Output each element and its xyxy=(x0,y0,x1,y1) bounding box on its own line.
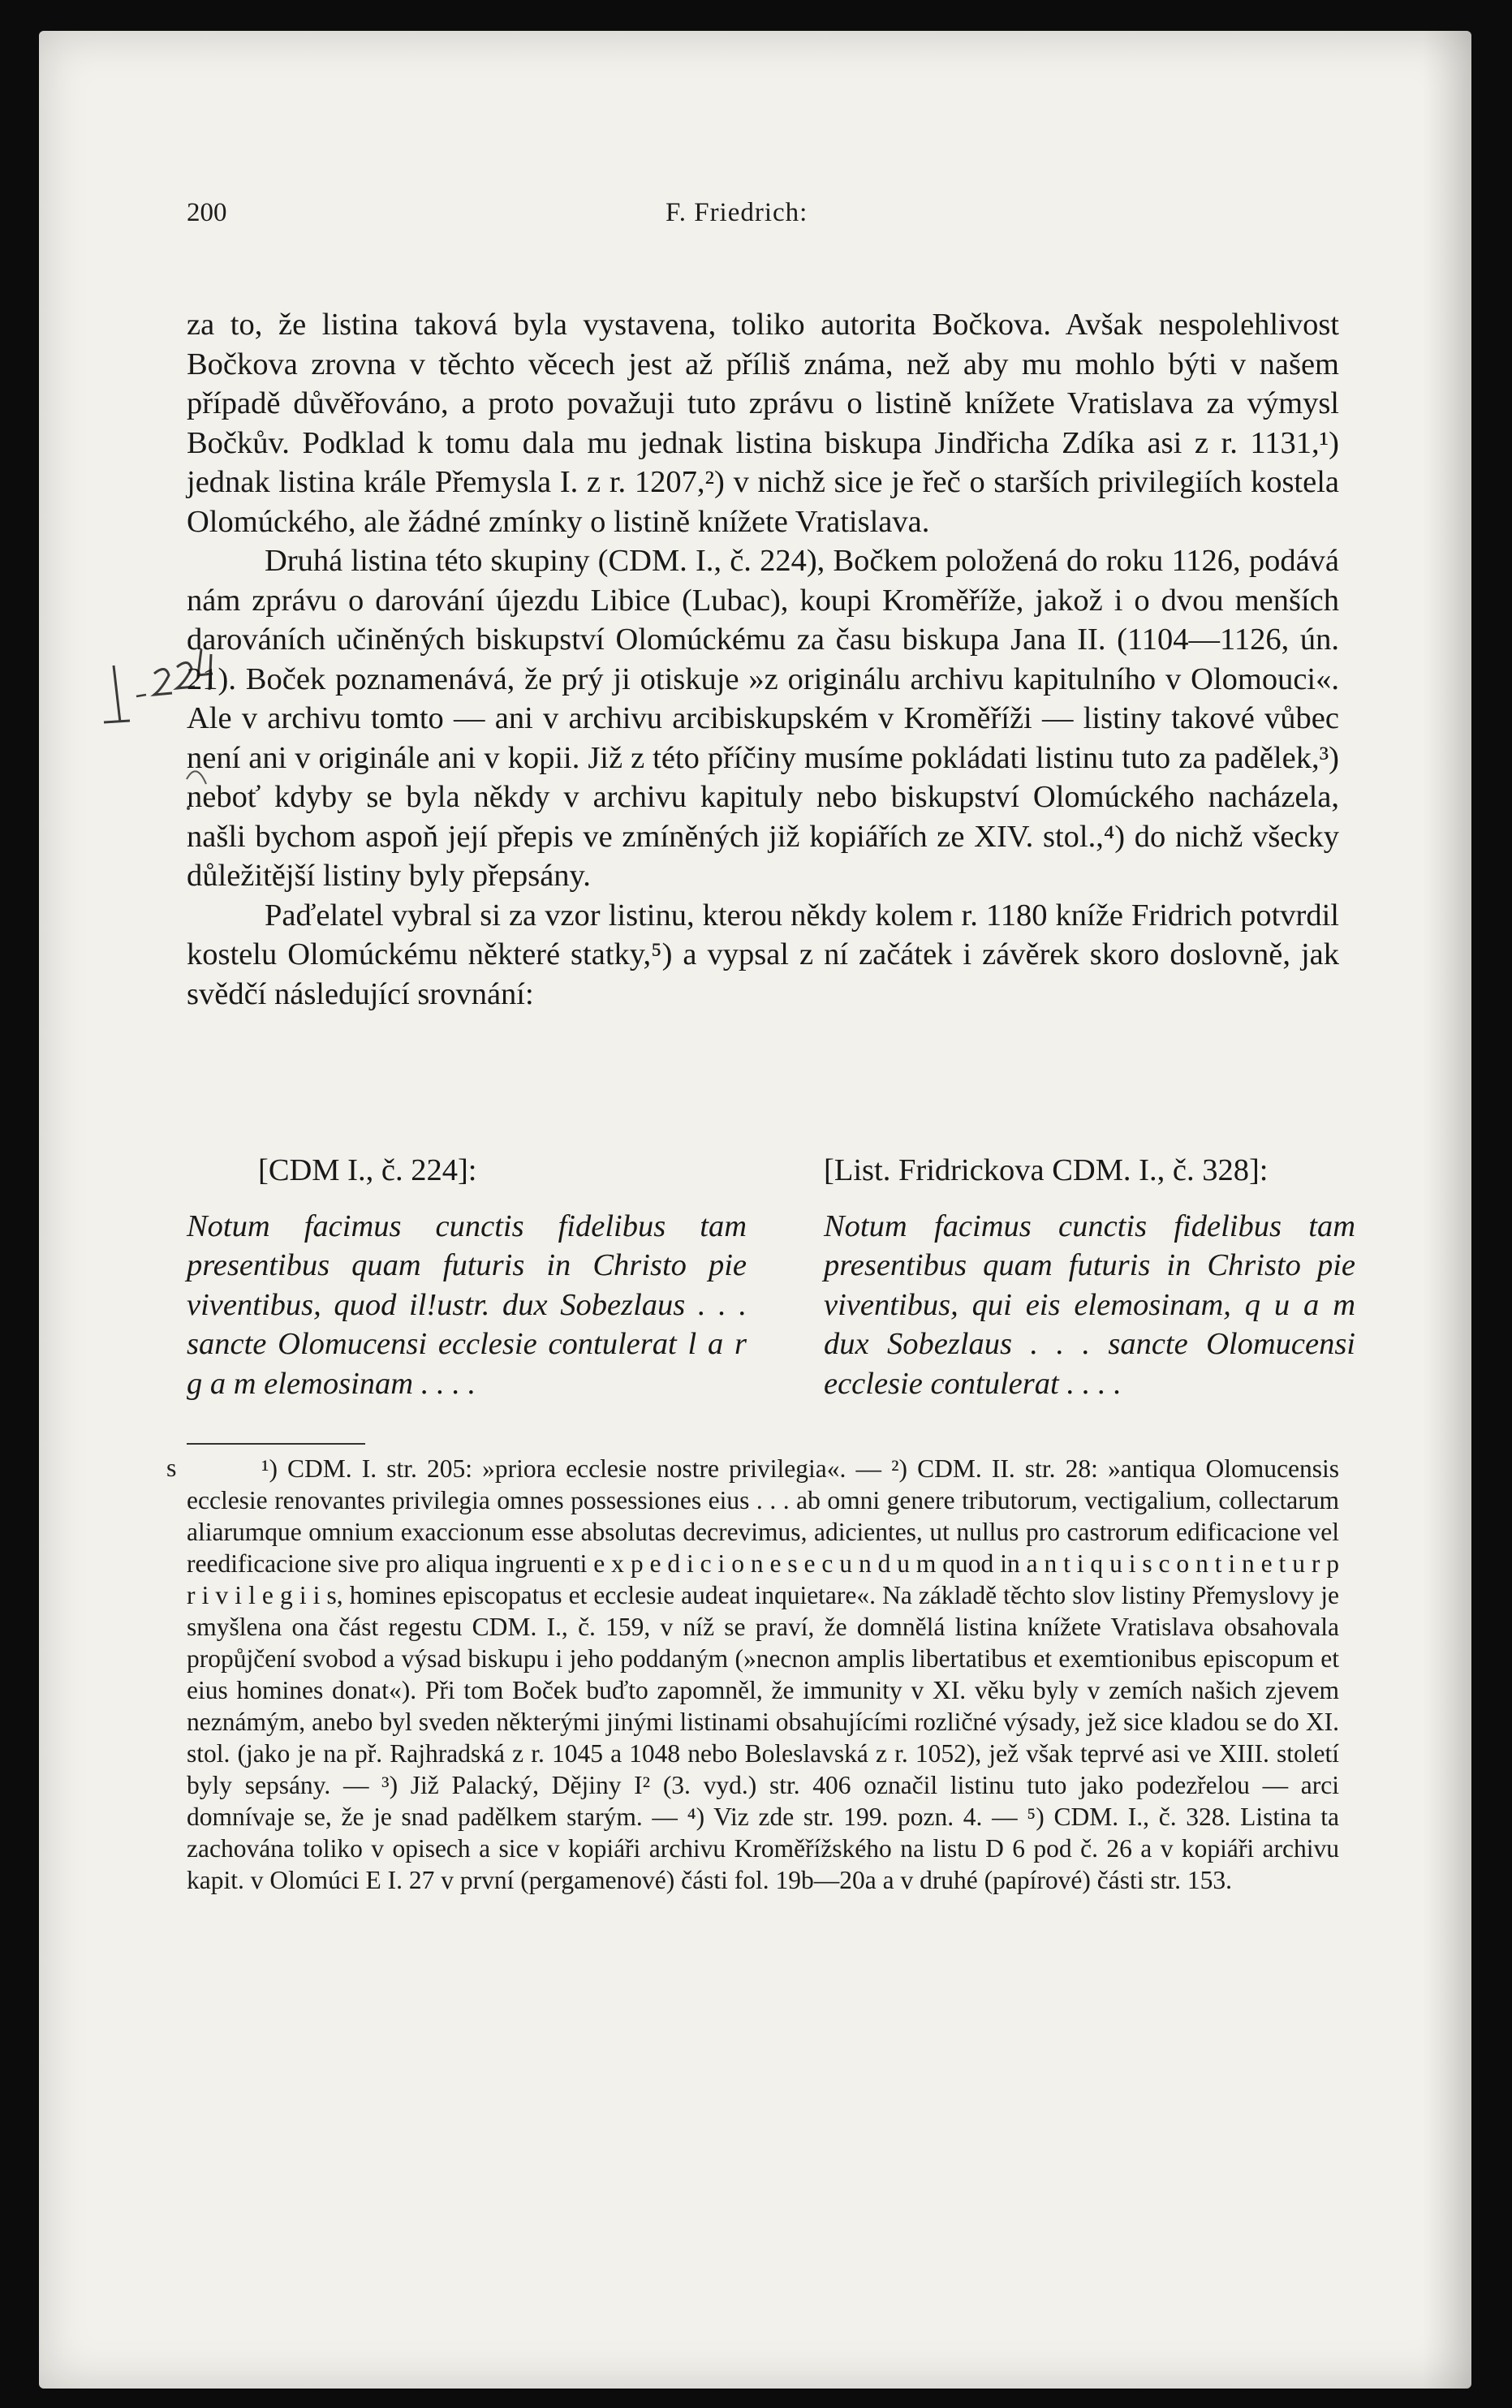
footnote-divider xyxy=(187,1443,365,1445)
margin-letter-s: s xyxy=(166,1453,177,1482)
comparison-left-text: Notum facimus cunctis fidelibus tam presentibus quam futuris in Christo pie viventibus, quod il!ustr. dux Sobezlaus . . . sancte Olomucensi ecclesie contulerat l a r g a m elemosinam . . . . xyxy=(187,1208,747,1401)
comparison-left-column xyxy=(187,1151,747,1403)
body-paragraph-1: za to, že listina taková byla vystavena, toliko autorita Bočkova. Avšak nespolehlivost Bočkova zrovna v těchto věcech jest až příliš známa, než aby mu mohlo býti v našem případě důvěřováno, a proto považuji tuto zprávu o listině knížete Vratislava za výmysl Bočkův. Podklad k tomu dala mu jednak listina biskupa Jindřicha Zdíka asi z r. 1131,¹) jednak listina krále Přemysla I. z r. 1207,²) v nichž sice je řeč o starších privilegiích kostela Olomúckého, ale žádné zmínky o listině knížete Vratislava. xyxy=(187,308,1339,539)
main-text xyxy=(187,305,1339,1014)
body-paragraph-3: Paďelatel vybral si za vzor listinu, kterou někdy kolem r. 1180 kníže Fridrich potvrdil kostelu Olomúckému některé statky,⁵) a vypsal z ní začátek i závěrek skoro doslovně, jak svědčí následující srovnání: xyxy=(187,898,1339,1011)
running-head: F. Friedrich: xyxy=(666,198,808,227)
footnotes xyxy=(187,1453,1339,1896)
footnote-block: ¹) CDM. I. str. 205: »priora ecclesie nostre privilegia«. — ²) CDM. II. str. 28: »antiqua Olomucensis ecclesie renovantes privilegia omnes possessiones eius . . . ab omni genere tributorum, vectigalium, collectarum aliarumque omnium exaccionum esse absolutas decrevimus, adicientes, ut nullus pro castrorum edificacione vel reedificacione sive pro aliqua ingruenti e x p e d i c i o n e s e c u n d u m quod in a n t i q u i s c o n t i n e t u r p r i v i l e g i i s, homines episcopatus et ecclesie audeat inquietare«. Na základě těchto slov listiny Přemyslovy je smyšlena ona část regestu CDM. I., č. 159, v níž se praví, že domnělá listina knížete Vratislava obsahovala propůjčení svobod a výsad biskupu i jeho poddaným (»necnon amplis libertatibus et exemtionibus episcopum et eius homines donat«). Při tom Boček buďto zapomněl, že immunity v XI. věku byly v zemích našich zjevem neznámým, anebo byl sveden některými jinými listinami obsahujícími rozličné výsady, jež sice kladou se do XI. stol. (jako je na př. Rajhradská z r. 1045 a 1048 nebo Boleslavská z r. 1052), jež však teprvé asi ve XIII. století byly sepsány. — ³) Již Palacký, Dějiny I² (3. vyd.) str. 406 označil listinu tuto jako podezřelou — arci domnívaje se, že je snad padělkem starým. — ⁴) Viz zde str. 199. pozn. 4. — ⁵) CDM. I., č. 328. Listina ta zachována toliko v opisech a sice v kopiáři archivu Kroměřížského na listu D 6 pod č. 26 a v kopiáři archivu kapit. v Olomúci E I. 27 v první (pergamenové) části fol. 19b—20a a v druhé (papírové) části str. 153. xyxy=(187,1454,1339,1894)
comparison-right-text: Notum facimus cunctis fidelibus tam presentibus quam futuris in Christo pie viventibus, qui eis elemosinam, q u a m dux Sobezlaus . . . sancte Olomucensi ecclesie contulerat . . . . xyxy=(824,1208,1355,1401)
comparison-right-column xyxy=(824,1151,1355,1403)
comparison-left-heading: [CDM I., č. 224]: xyxy=(258,1153,477,1187)
page-number: 200 xyxy=(187,198,227,227)
page-spine-shadow xyxy=(1423,31,1471,2389)
page-header xyxy=(187,198,1339,247)
comparison-right-heading: [List. Fridrickova CDM. I., č. 328]: xyxy=(824,1153,1269,1187)
body-paragraph-2: Druhá listina této skupiny (CDM. I., č. 224), Bočkem položená do roku 1126, podává nám zprávu o darování újezdu Libice (Lubac), koupi Kroměříže, jakož i o dvou menších darováních učiněných biskupství Olomúckému za času biskupa Jana II. (1104—1126, ún. 21). Boček poznamenává, že prý ji otiskuje »z originálu archivu kapitulního v Olomouci«. Ale v archivu tomto — ani v archivu arcibiskupském v Kroměříži — listiny takové vůbec není ani v originále ani v kopii. Již z této příčiny musíme pokládati listinu tuto za padělek,³) neboť kdyby se byla někdy v archivu kapituly nebo biskupství Olomúckého nacházela, našli bychom aspoň její přepis ve zmíněných již kopiářích ze XIV. stol.,⁴) do nichž všecky důležitější listiny byly přepsány. xyxy=(187,544,1339,893)
